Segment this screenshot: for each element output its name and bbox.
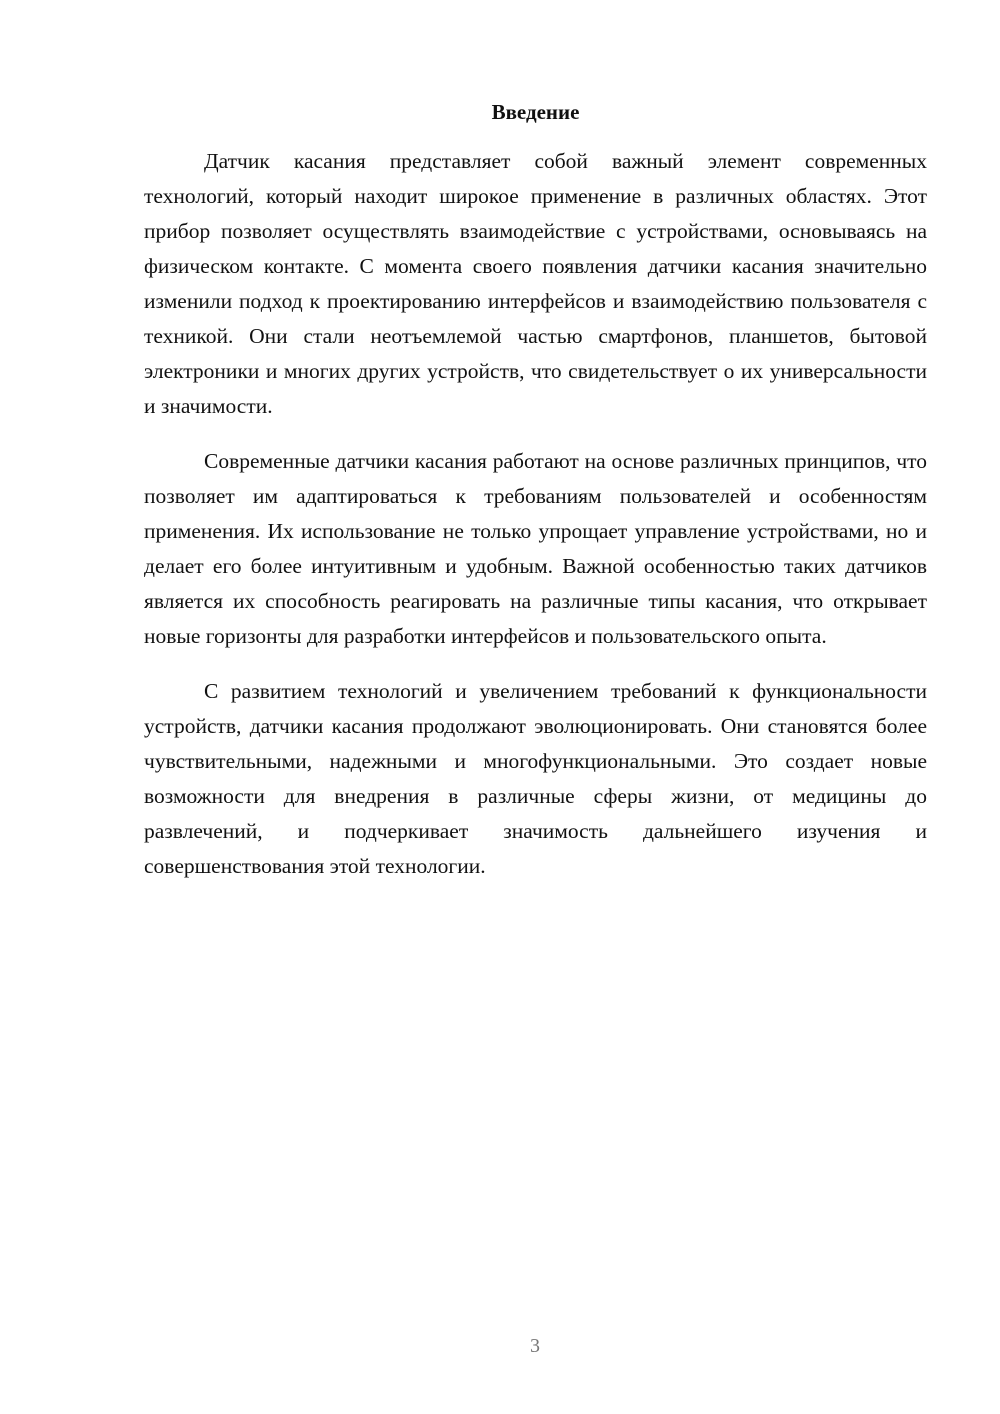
- section-title: Введение: [491, 100, 580, 124]
- page-content: [144, 97, 927, 904]
- paragraph-2: Современные датчики касания работают на основе различных принципов, что позволяет им адаптироваться к требованиям пользователей и особенностям применения. Их использование не только упрощает управление устройствами, но и делает его более интуитивным и удобным. Важной особенностью таких датчиков является их способность реагировать на различные типы касания, что открывает новые горизонты для разработки интерфейсов и пользовательского опыта.: [144, 449, 927, 648]
- paragraph-1: Датчик касания представляет собой важный элемент современных технологий, который находит широкое применение в различных областях. Этот прибор позволяет осуществлять взаимодействие с устройствами, основываясь на физическом контакте. С момента своего появления датчики касания значительно изменили подход к проектированию интерфейсов и взаимодействию пользователя с техникой. Они стали неотъемлемой частью смартфонов, планшетов, бытовой электроники и многих других устройств, что свидетельствует о их универсальности и значимости.: [144, 149, 927, 418]
- page-number: 3: [530, 1335, 540, 1357]
- paragraph-3: С развитием технологий и увеличением требований к функциональности устройств, датчики касания продолжают эволюционировать. Они становятся более чувствительными, надежными и многофункциональными. Это создает новые возможности для внедрения в различные сферы жизни, от медицины до развлечений, и подчеркивает значимость дальнейшего изучения и совершенствования этой технологии.: [144, 679, 927, 878]
